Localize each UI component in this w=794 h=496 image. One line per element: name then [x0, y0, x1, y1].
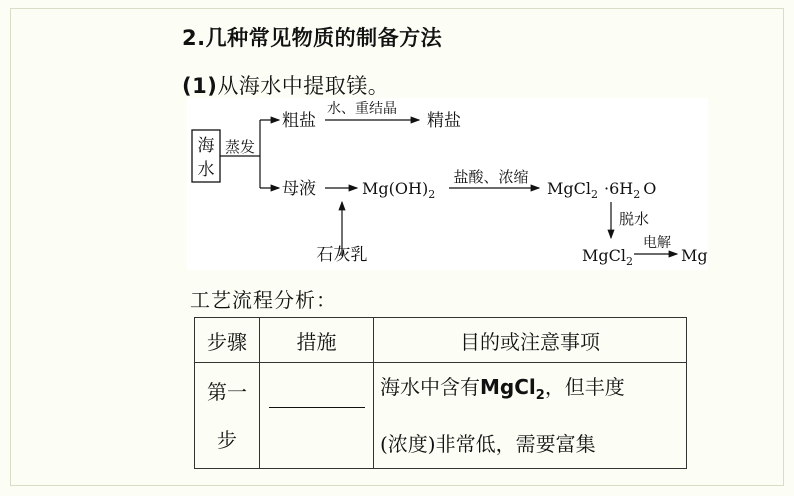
- step-line-2: 步: [217, 427, 237, 452]
- purpose-text-a: 海水中含有: [380, 375, 480, 399]
- mg-product: Mg: [681, 246, 708, 265]
- section-number: (1): [182, 74, 218, 98]
- purpose-formula: MgCl$_2$: [480, 375, 545, 403]
- page-title: 2.几种常见物质的制备方法: [182, 26, 443, 50]
- crude-salt: 粗盐: [282, 111, 316, 131]
- flow-diagram-svg: [187, 98, 708, 270]
- evaporate-label: 蒸发: [225, 138, 256, 156]
- acid-concentrate-label: 盐酸、浓缩: [453, 168, 529, 186]
- anhydrous-base: MgCl: [582, 246, 626, 265]
- step-cell: [195, 363, 260, 469]
- mgoh2: [362, 179, 435, 201]
- step-line-1: 第一: [207, 379, 247, 404]
- analysis-label: 工艺流程分析：: [190, 288, 337, 312]
- hydrate-sub: 2: [590, 188, 598, 201]
- section-title: [182, 70, 389, 100]
- hydrate-rest: ·6H: [603, 179, 634, 198]
- refined-salt: 精盐: [427, 111, 461, 131]
- lime-milk: 石灰乳: [316, 245, 368, 265]
- section-text: 从海水中提取镁。: [217, 74, 390, 98]
- process-table: [194, 317, 687, 469]
- table-row: [195, 363, 687, 469]
- purpose-line-1: [380, 363, 686, 420]
- fill-in-blank[interactable]: [269, 407, 365, 408]
- mgoh2-sub: 2: [428, 188, 436, 201]
- electrolysis-label: 电解: [643, 235, 671, 251]
- anhydrous-sub: 2: [625, 255, 633, 268]
- mother-liquor: 母液: [282, 179, 316, 199]
- hydrate-base: MgCl: [547, 179, 591, 198]
- mgoh2-base: Mg(OH): [362, 179, 429, 198]
- dehydrate-label: 脱水: [619, 210, 650, 228]
- header-measure: 措施: [260, 318, 374, 363]
- seawater-char-1: 海: [197, 136, 215, 156]
- seawater-char-2: 水: [197, 160, 215, 180]
- purpose-line-2: (浓度)非常低，需要富集: [380, 432, 596, 456]
- measure-cell: [260, 363, 374, 469]
- flow-diagram: [187, 98, 708, 270]
- mgcl2-hydrate: [547, 179, 656, 201]
- table-header-row: [195, 318, 687, 363]
- purpose-text-b: ，但丰度: [544, 375, 625, 399]
- hydrate-sub2: 2: [633, 188, 641, 201]
- purpose-cell: [374, 363, 687, 469]
- mgcl2-anhydrous: [582, 246, 633, 268]
- recrystallize-label: 水、重结晶: [327, 101, 397, 117]
- header-step: 步骤: [195, 318, 260, 363]
- hydrate-end: O: [643, 179, 657, 198]
- header-purpose: 目的或注意事项: [374, 318, 687, 363]
